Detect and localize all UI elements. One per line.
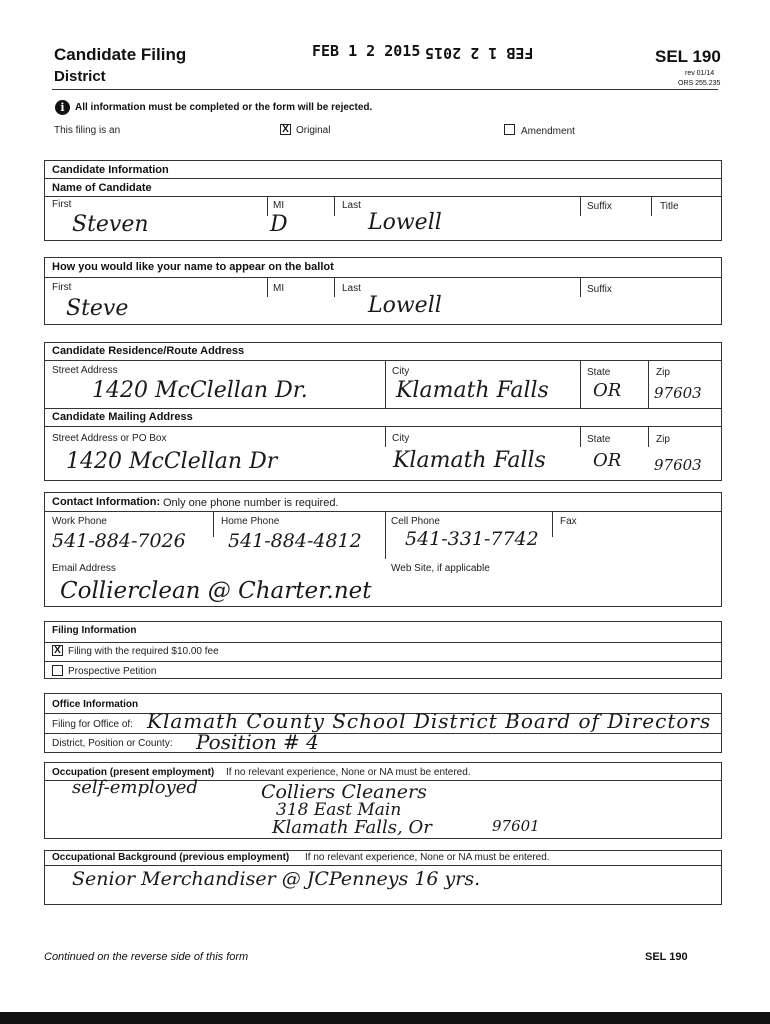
ballot-first-value[interactable]: Steve xyxy=(66,296,129,321)
suffix-label: Suffix xyxy=(587,201,612,212)
header-rule xyxy=(52,89,718,90)
residence-zip-value[interactable]: 97603 xyxy=(654,384,702,402)
rule xyxy=(44,661,722,662)
ballot-last-value[interactable]: Lowell xyxy=(368,293,442,318)
rule xyxy=(44,733,722,734)
background-value[interactable]: Senior Merchandiser @ JCPenneys 16 yrs. xyxy=(72,868,481,890)
divider xyxy=(580,196,581,216)
name-of-candidate-heading: Name of Candidate xyxy=(52,182,152,194)
form-statute: ORS 255.235 xyxy=(678,80,721,87)
mailing-street-value[interactable]: 1420 McClellan Dr xyxy=(66,449,278,474)
received-stamp-mirror: FEB 1 2 2015 xyxy=(425,44,534,62)
website-label: Web Site, if applicable xyxy=(391,563,490,574)
divider xyxy=(648,426,649,447)
mailing-street-label: Street Address or PO Box xyxy=(52,433,167,444)
first-name-value[interactable]: Steven xyxy=(72,212,149,237)
ballot-name-heading: How you would like your name to appear on the ballot xyxy=(52,261,334,273)
contact-heading: Contact Information: xyxy=(52,496,161,508)
filing-info-heading: Filing Information xyxy=(52,625,137,636)
mailing-state-label: State xyxy=(587,434,611,445)
email-label: Email Address xyxy=(52,563,116,574)
last-name-value[interactable]: Lowell xyxy=(368,210,442,235)
cell-phone-value[interactable]: 541-331-7742 xyxy=(405,528,539,550)
home-phone-label: Home Phone xyxy=(221,516,280,527)
fee-label: Filing with the required $10.00 fee xyxy=(68,646,219,657)
divider xyxy=(267,277,268,297)
rule xyxy=(44,408,722,409)
divider xyxy=(648,360,649,408)
amendment-label: Amendment xyxy=(521,126,575,137)
rule xyxy=(44,511,722,512)
home-phone-value[interactable]: 541-884-4812 xyxy=(228,530,362,552)
form-title: Candidate Filing xyxy=(54,45,187,64)
mailing-city-value[interactable]: Klamath Falls xyxy=(393,448,546,473)
mailing-heading: Candidate Mailing Address xyxy=(52,411,193,423)
title-label: Title xyxy=(660,201,679,212)
residence-city-value[interactable]: Klamath Falls xyxy=(396,378,549,403)
original-checkbox[interactable]: X xyxy=(280,124,291,135)
district-value[interactable]: Position # 4 xyxy=(196,730,319,754)
residence-state-label: State xyxy=(587,367,611,378)
contact-note: Only one phone number is required. xyxy=(163,497,339,509)
work-phone-label: Work Phone xyxy=(52,516,107,527)
mi-label: MI xyxy=(273,200,285,211)
divider xyxy=(385,360,386,408)
rule xyxy=(44,178,722,179)
divider xyxy=(552,511,553,537)
occupation-heading: Occupation (present employment) xyxy=(52,767,215,778)
divider xyxy=(385,511,386,559)
residence-street-value[interactable]: 1420 McClellan Dr. xyxy=(92,378,308,403)
residence-street-label: Street Address xyxy=(52,365,118,376)
occupation-zip[interactable]: 97601 xyxy=(492,817,540,835)
fee-checkbox[interactable]: X xyxy=(52,645,63,656)
cell-phone-label: Cell Phone xyxy=(391,516,440,527)
last-name-label: Last xyxy=(342,200,361,211)
divider xyxy=(580,277,581,297)
rule xyxy=(44,277,722,278)
ballot-last-label: Last xyxy=(342,283,361,294)
filing-type-label: This filing is an xyxy=(54,125,121,136)
petition-checkbox[interactable] xyxy=(52,665,63,676)
work-phone-value[interactable]: 541-884-7026 xyxy=(52,530,186,552)
amendment-checkbox[interactable] xyxy=(504,124,515,135)
office-label: Filing for Office of: xyxy=(52,719,133,730)
district-label: District, Position or County: xyxy=(52,738,173,749)
ballot-suffix-label: Suffix xyxy=(587,284,612,295)
form-subtitle: District xyxy=(54,68,106,85)
mailing-state-value[interactable]: OR xyxy=(593,450,622,471)
divider xyxy=(580,426,581,447)
mi-value[interactable]: D xyxy=(270,212,288,237)
divider xyxy=(267,196,268,216)
occupation-employment-type[interactable]: self-employed xyxy=(72,777,198,798)
occupation-note: If no relevant experience, None or NA must be entered. xyxy=(226,767,471,778)
mailing-zip-value[interactable]: 97603 xyxy=(654,456,702,474)
background-heading: Occupational Background (previous employment) xyxy=(52,852,290,863)
notice-text: All information must be completed or the form will be rejected. xyxy=(75,102,373,113)
ballot-mi-label: MI xyxy=(273,283,285,294)
occupation-city-state[interactable]: Klamath Falls, Or xyxy=(272,817,432,838)
occupation-employer[interactable]: Colliers Cleaners xyxy=(261,781,427,803)
original-label: Original xyxy=(296,125,331,136)
ballot-first-label: First xyxy=(52,282,72,293)
residence-heading: Candidate Residence/Route Address xyxy=(52,345,245,357)
divider xyxy=(580,360,581,408)
rule xyxy=(44,426,722,427)
office-info-heading: Office Information xyxy=(52,699,139,710)
continued-note: Continued on the reverse side of this form xyxy=(44,951,249,963)
divider xyxy=(385,426,386,447)
petition-label: Prospective Petition xyxy=(68,666,157,677)
residence-city-label: City xyxy=(392,366,410,377)
rule xyxy=(44,196,722,197)
residence-state-value[interactable]: OR xyxy=(593,380,622,401)
form-id: SEL 190 xyxy=(655,47,721,66)
office-value[interactable]: Klamath County School District Board of Directors xyxy=(147,709,712,733)
info-icon: i xyxy=(55,100,70,115)
rule xyxy=(44,360,722,361)
divider xyxy=(334,277,335,297)
occupation-address[interactable]: 318 East Main xyxy=(276,800,402,820)
mailing-zip-label: Zip xyxy=(656,434,670,445)
rule xyxy=(44,642,722,643)
divider xyxy=(334,196,335,216)
fax-label: Fax xyxy=(560,516,577,527)
background-note: If no relevant experience, None or NA must be entered. xyxy=(305,852,550,863)
divider xyxy=(213,511,214,537)
first-name-label: First xyxy=(52,199,72,210)
email-value[interactable]: Collierclean @ Charter.net xyxy=(60,578,372,604)
bottom-edge xyxy=(0,1012,770,1024)
candidate-info-heading: Candidate Information xyxy=(52,164,169,176)
residence-zip-label: Zip xyxy=(656,367,670,378)
footer-form-id: SEL 190 xyxy=(645,951,688,963)
rule xyxy=(44,865,722,866)
mailing-city-label: City xyxy=(392,433,410,444)
form-revision: rev 01/14 xyxy=(685,70,715,77)
received-stamp: FEB 1 2 2015 xyxy=(312,42,421,60)
divider xyxy=(651,196,652,216)
